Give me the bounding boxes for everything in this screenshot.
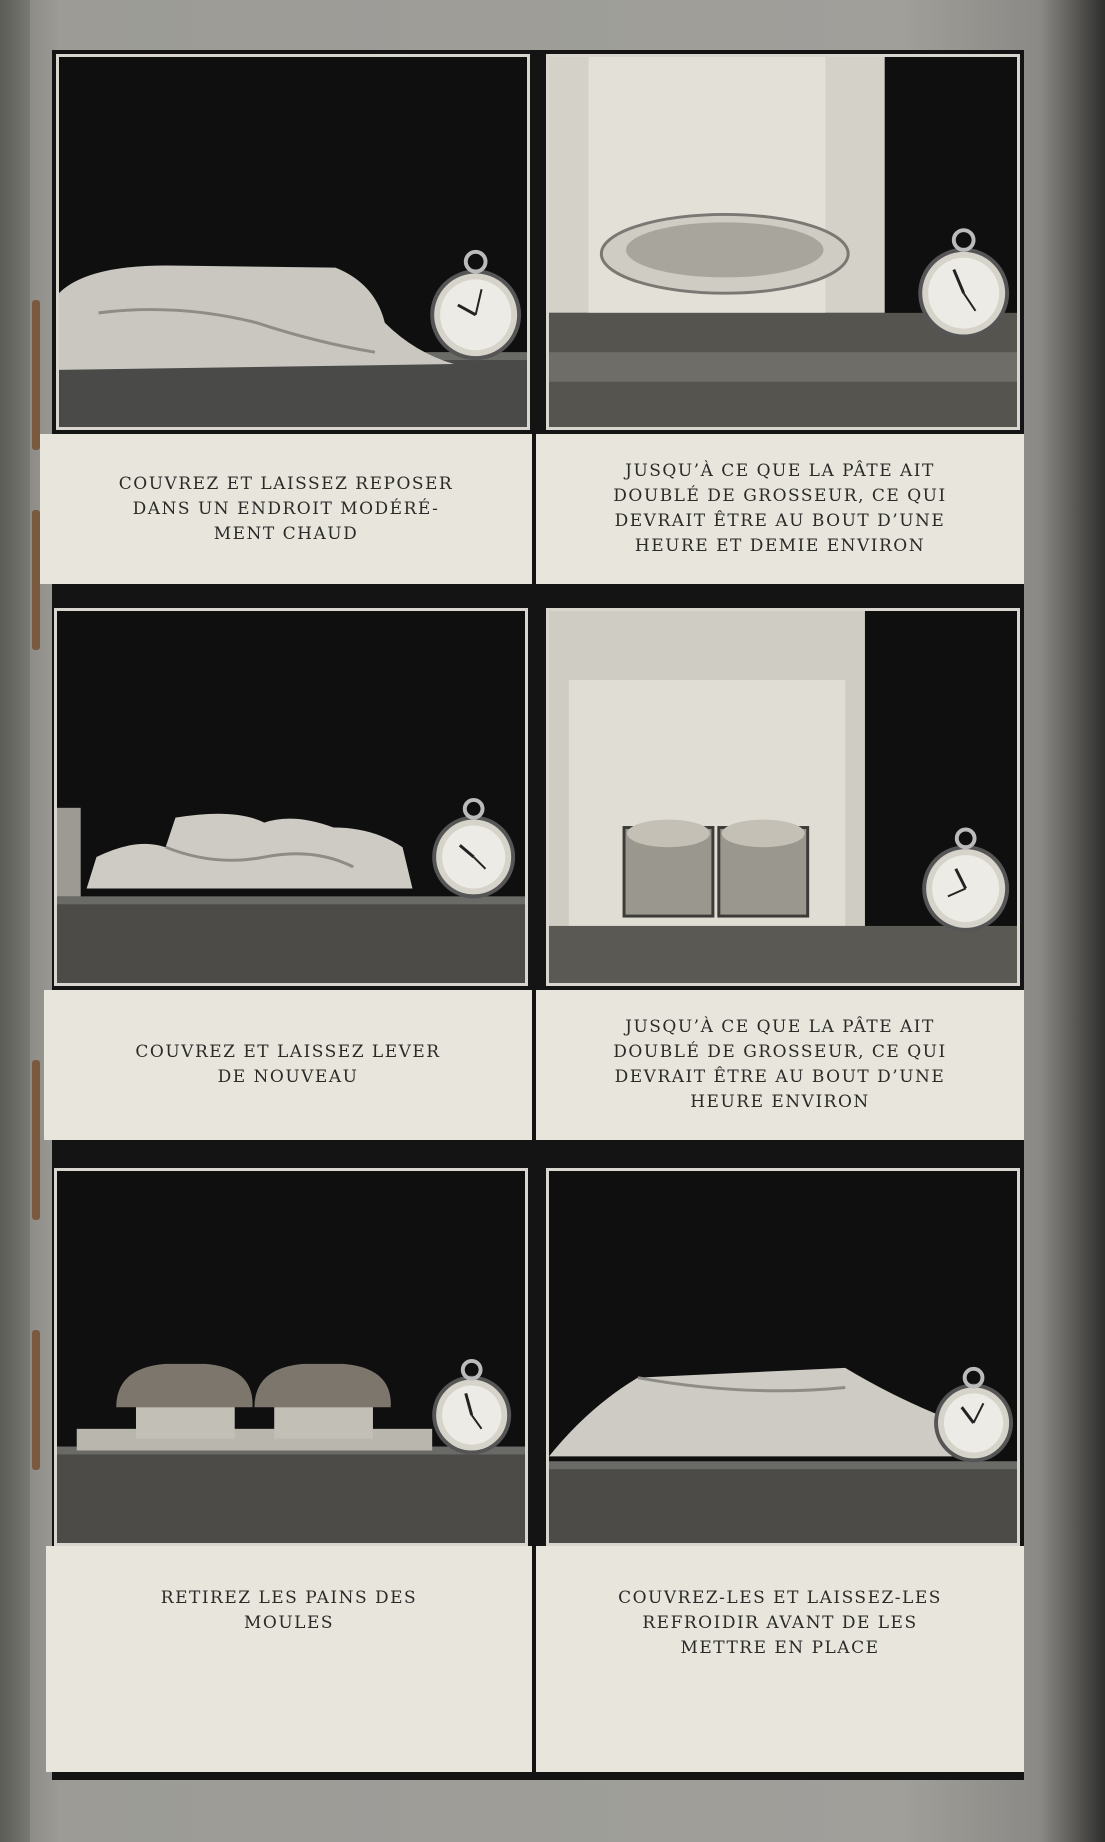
binding-stitch bbox=[32, 1330, 40, 1470]
caption-text: COUVREZ-LES ET LAISSEZ-LES REFROIDIR AVANT DE LES METTRE EN PLACE bbox=[618, 1588, 942, 1658]
caption-step-2 bbox=[536, 434, 1024, 584]
binding-stitch bbox=[32, 510, 40, 650]
binding-edge bbox=[0, 0, 30, 1842]
caption-text: JUSQU’À CE QUE LA PÂTE AIT DOUBLÉ DE GROSSEUR, CE QUI DEVRAIT ÊTRE AU BOUT D’UNE HEURE ENVIRON bbox=[613, 1017, 947, 1112]
binding-stitch bbox=[32, 1060, 40, 1220]
photo-covered-bowl bbox=[56, 54, 530, 430]
caption-step-5 bbox=[46, 1546, 532, 1772]
caption-step-4 bbox=[536, 990, 1024, 1140]
photo-covered-pans bbox=[54, 608, 528, 986]
photo-covered-loaves bbox=[546, 1168, 1020, 1546]
photo-uncovered-pans bbox=[546, 608, 1020, 986]
caption-step-6 bbox=[536, 1546, 1024, 1772]
photo-baked-loaves bbox=[54, 1168, 528, 1546]
caption-step-1 bbox=[40, 434, 532, 584]
caption-text: COUVREZ ET LAISSEZ LEVER DE NOUVEAU bbox=[135, 1042, 441, 1087]
binding-stitch bbox=[32, 300, 40, 450]
caption-step-3 bbox=[44, 990, 532, 1140]
photo-grid bbox=[52, 50, 1024, 1780]
caption-text: RETIREZ LES PAINS DES MOULES bbox=[160, 1588, 418, 1633]
photo-risen-dough-bowl bbox=[546, 54, 1020, 430]
caption-text: JUSQU’À CE QUE LA PÂTE AIT DOUBLÉ DE GROSSEUR, CE QUI DEVRAIT ÊTRE AU BOUT D’UNE HEURE ET DEMIE ENVIRON bbox=[613, 461, 947, 556]
caption-text: COUVREZ ET LAISSEZ REPOSER DANS UN ENDROIT MODÉRÉ- MENT CHAUD bbox=[118, 473, 454, 544]
